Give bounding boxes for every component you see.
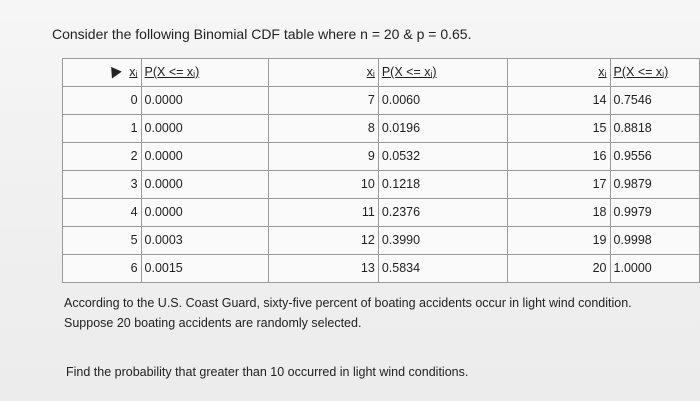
x-value-cell: 5 — [63, 227, 142, 255]
x-value-cell: 19 — [507, 227, 610, 255]
column-header-p: P(X <= xᵢ) — [610, 59, 699, 87]
column-header-x: xᵢ — [63, 59, 142, 87]
cdf-value-cell: 0.0000 — [141, 199, 269, 227]
x-value-cell: 10 — [269, 171, 379, 199]
x-value-cell: 6 — [63, 255, 142, 283]
cdf-value-cell: 0.9879 — [610, 171, 699, 199]
problem-question: Find the probability that greater than 10 occurred in light wind conditions. — [66, 365, 469, 379]
cdf-value-cell: 0.0003 — [141, 227, 269, 255]
cdf-value-cell: 0.0015 — [141, 255, 269, 283]
column-header-p: P(X <= xᵢ) — [378, 59, 507, 87]
problem-context: According to the U.S. Coast Guard, sixty-five percent of boating accidents occur in light wind condition. Suppose 20 boating accidents are randomly selected. — [64, 296, 632, 330]
cdf-value-cell: 0.9556 — [610, 143, 699, 171]
table-row — [63, 87, 700, 115]
x-value-cell: 9 — [269, 143, 379, 171]
table-row — [63, 227, 700, 255]
cdf-value-cell: 0.8818 — [610, 115, 699, 143]
cdf-value-cell: 0.0196 — [378, 115, 507, 143]
x-value-cell: 3 — [63, 171, 142, 199]
cdf-value-cell: 0.1218 — [378, 171, 507, 199]
x-value-cell: 20 — [507, 255, 610, 283]
table-row — [63, 115, 700, 143]
binomial-cdf-table — [62, 58, 700, 283]
x-value-cell: 14 — [507, 87, 610, 115]
intro-text: Consider the following Binomial CDF table where n = 20 & p = 0.65. — [52, 26, 472, 42]
table-row — [63, 199, 700, 227]
x-value-cell: 17 — [507, 171, 610, 199]
table-row — [63, 255, 700, 283]
cdf-value-cell: 0.0000 — [141, 171, 269, 199]
x-value-cell: 0 — [63, 87, 142, 115]
x-value-cell: 18 — [507, 199, 610, 227]
cdf-value-cell: 0.0000 — [141, 87, 269, 115]
table-row — [63, 171, 700, 199]
cdf-value-cell: 0.9979 — [610, 199, 699, 227]
column-header-x: xᵢ — [507, 59, 610, 87]
table-header-row — [63, 59, 700, 87]
x-value-cell: 1 — [63, 115, 142, 143]
cdf-value-cell: 0.0532 — [378, 143, 507, 171]
x-value-cell: 4 — [63, 199, 142, 227]
cdf-value-cell: 0.9998 — [610, 227, 699, 255]
table-row — [63, 143, 700, 171]
x-value-cell: 13 — [269, 255, 379, 283]
cdf-value-cell: 0.3990 — [378, 227, 507, 255]
cdf-value-cell: 0.2376 — [378, 199, 507, 227]
column-header-p: P(X <= xᵢ) — [141, 59, 269, 87]
x-value-cell: 16 — [507, 143, 610, 171]
cdf-value-cell: 0.5834 — [378, 255, 507, 283]
cdf-value-cell: 0.0000 — [141, 143, 269, 171]
x-value-cell: 12 — [269, 227, 379, 255]
cdf-value-cell: 1.0000 — [610, 255, 699, 283]
cdf-value-cell: 0.0000 — [141, 115, 269, 143]
column-header-x: xᵢ — [269, 59, 379, 87]
x-value-cell: 7 — [269, 87, 379, 115]
x-value-cell: 8 — [269, 115, 379, 143]
x-value-cell: 15 — [507, 115, 610, 143]
cdf-value-cell: 0.0060 — [378, 87, 507, 115]
x-value-cell: 11 — [269, 199, 379, 227]
cdf-value-cell: 0.7546 — [610, 87, 699, 115]
x-value-cell: 2 — [63, 143, 142, 171]
